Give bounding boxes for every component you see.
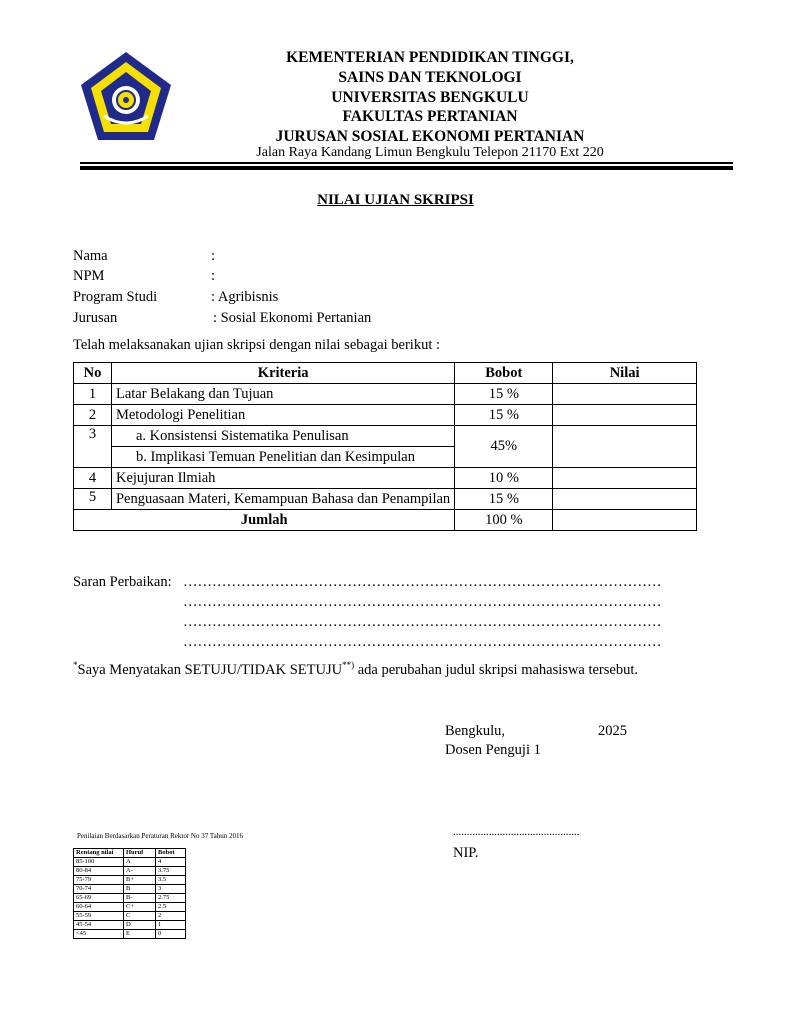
footnote-stars: **): [342, 660, 355, 670]
scale-weight: 2.5: [156, 903, 186, 912]
scale-range: 85-100: [74, 858, 124, 867]
scale-weight: 1: [156, 921, 186, 930]
row-bobot: 10 %: [455, 468, 553, 489]
scale-row: [74, 894, 186, 903]
approval-statement: [73, 660, 638, 679]
saran-line[interactable]: ………………………………………………………………………………………: [183, 634, 662, 650]
scale-weight: 2: [156, 912, 186, 921]
scale-weight: 3: [156, 885, 186, 894]
header-ministry-2: SAINS DAN TEKNOLOGI: [338, 69, 522, 86]
scale-range: 65-69: [74, 894, 124, 903]
col-header-nilai: Nilai: [553, 363, 697, 384]
total-nilai-cell[interactable]: [553, 510, 697, 531]
field-value-npm: :: [211, 268, 216, 284]
scale-range: 80-84: [74, 867, 124, 876]
scale-weight: 3.5: [156, 876, 186, 885]
scale-range: 45-54: [74, 921, 124, 930]
row-nilai-cell[interactable]: [553, 489, 697, 510]
field-value-prodi: : Agribisnis: [211, 289, 279, 305]
field-label-prodi: Program Studi: [73, 289, 158, 305]
signature-place: Bengkulu,: [445, 723, 506, 739]
header-department: JURUSAN SOSIAL EKONOMI PERTANIAN: [275, 128, 585, 145]
row-kriteria: Penguasaan Materi, Kemampuan Bahasa dan Penampilan: [111, 489, 454, 510]
col-header-kriteria: Kriteria: [111, 363, 454, 384]
scale-letter: C+: [124, 903, 156, 912]
header-ministry: KEMENTERIAN PENDIDIKAN TINGGI,: [286, 49, 574, 66]
scale-letter: D: [124, 921, 156, 930]
row-nilai-cell[interactable]: [553, 468, 697, 489]
scale-row: [74, 876, 186, 885]
signature-year: 2025: [598, 723, 627, 739]
scale-header: Bobot: [156, 849, 186, 858]
row-kriteria-sub-b: b. Implikasi Temuan Penelitian dan Kesimpulan: [111, 447, 454, 468]
scale-row: [74, 930, 186, 939]
scale-letter: B+: [124, 876, 156, 885]
table-header-row: [74, 363, 697, 384]
scale-header: Huruf: [124, 849, 156, 858]
row-kriteria: Metodologi Penelitian: [111, 405, 454, 426]
row-nilai-cell[interactable]: [553, 405, 697, 426]
row-kriteria: Latar Belakang dan Tujuan: [111, 384, 454, 405]
total-bobot: 100 %: [455, 510, 553, 531]
scale-letter: C: [124, 912, 156, 921]
table-total-row: [74, 510, 697, 531]
total-label: Jumlah: [74, 510, 455, 531]
row-no: 3: [74, 426, 112, 468]
footnote-star: *: [73, 660, 78, 670]
table-row: [74, 426, 697, 447]
row-no: 1: [74, 384, 112, 405]
field-label-jurusan: Jurusan: [73, 310, 118, 326]
row-bobot: 15 %: [455, 405, 553, 426]
scale-header-row: [74, 849, 186, 858]
row-bobot: 15 %: [455, 384, 553, 405]
scale-row: [74, 912, 186, 921]
header-faculty: FAKULTAS PERTANIAN: [342, 108, 518, 125]
scale-range: 75-79: [74, 876, 124, 885]
signature-line[interactable]: ..............................................: [453, 826, 580, 838]
scale-row: [74, 921, 186, 930]
table-row: [74, 384, 697, 405]
header-divider-thick: [80, 166, 733, 170]
table-row: [74, 405, 697, 426]
signature-role: Dosen Penguji 1: [445, 742, 541, 758]
saran-label: Saran Perbaikan:: [73, 574, 172, 590]
header-address: Jalan Raya Kandang Limun Bengkulu Telepon 21170 Ext 220: [256, 145, 604, 160]
row-nilai-cell[interactable]: [553, 426, 697, 468]
scale-header: Rentang nilai: [74, 849, 124, 858]
table-row: [74, 489, 697, 510]
signature-nip: NIP.: [453, 845, 479, 861]
row-bobot: 45%: [455, 426, 553, 468]
saran-line[interactable]: ………………………………………………………………………………………: [183, 614, 662, 630]
intro-text: Telah melaksanakan ujian skripsi dengan nilai sebagai berikut :: [73, 337, 441, 353]
scale-row: [74, 867, 186, 876]
header-university: UNIVERSITAS BENGKULU: [331, 89, 529, 106]
scale-range: 55-59: [74, 912, 124, 921]
header-divider: [80, 162, 733, 164]
scale-letter: B-: [124, 894, 156, 903]
row-no: 2: [74, 405, 112, 426]
scale-row: [74, 903, 186, 912]
university-logo: [78, 50, 174, 146]
statement-text: Saya Menyatakan SETUJU/TIDAK SETUJU: [77, 661, 343, 678]
page-title: NILAI UJIAN SKRIPSI: [317, 192, 474, 208]
field-label-nama: Nama: [73, 248, 108, 264]
grade-table: [73, 362, 697, 531]
scale-weight: 3.75: [156, 867, 186, 876]
scale-range: <45: [74, 930, 124, 939]
scale-letter: B: [124, 885, 156, 894]
col-header-bobot: Bobot: [455, 363, 553, 384]
saran-line[interactable]: ………………………………………………………………………………………: [183, 594, 662, 610]
scale-caption: Penilaian Berdasarkan Peraturan Rektor No 37 Tahun 2016: [77, 832, 243, 840]
field-value-nama: :: [211, 248, 216, 264]
row-no: 4: [74, 468, 112, 489]
row-kriteria-sub-a: a. Konsistensi Sistematika Penulisan: [111, 426, 454, 447]
row-nilai-cell[interactable]: [553, 384, 697, 405]
scale-weight: 0: [156, 930, 186, 939]
scale-row: [74, 858, 186, 867]
scale-range: 70-74: [74, 885, 124, 894]
table-row: [74, 468, 697, 489]
scale-letter: E: [124, 930, 156, 939]
scale-letter: A-: [124, 867, 156, 876]
statement-text-end: ada perubahan judul skripsi mahasiswa tersebut.: [354, 661, 638, 678]
row-bobot: 15 %: [455, 489, 553, 510]
scale-range: 60-64: [74, 903, 124, 912]
scale-weight: 4: [156, 858, 186, 867]
grading-scale-table: [73, 848, 186, 939]
field-value-jurusan: : Sosial Ekonomi Pertanian: [213, 310, 372, 326]
field-label-npm: NPM: [73, 268, 105, 284]
scale-weight: 2.75: [156, 894, 186, 903]
saran-line[interactable]: ………………………………………………………………………………………: [183, 574, 662, 590]
row-kriteria: Kejujuran Ilmiah: [111, 468, 454, 489]
row-no: 5: [74, 489, 112, 510]
col-header-no: No: [74, 363, 112, 384]
scale-letter: A: [124, 858, 156, 867]
scale-row: [74, 885, 186, 894]
